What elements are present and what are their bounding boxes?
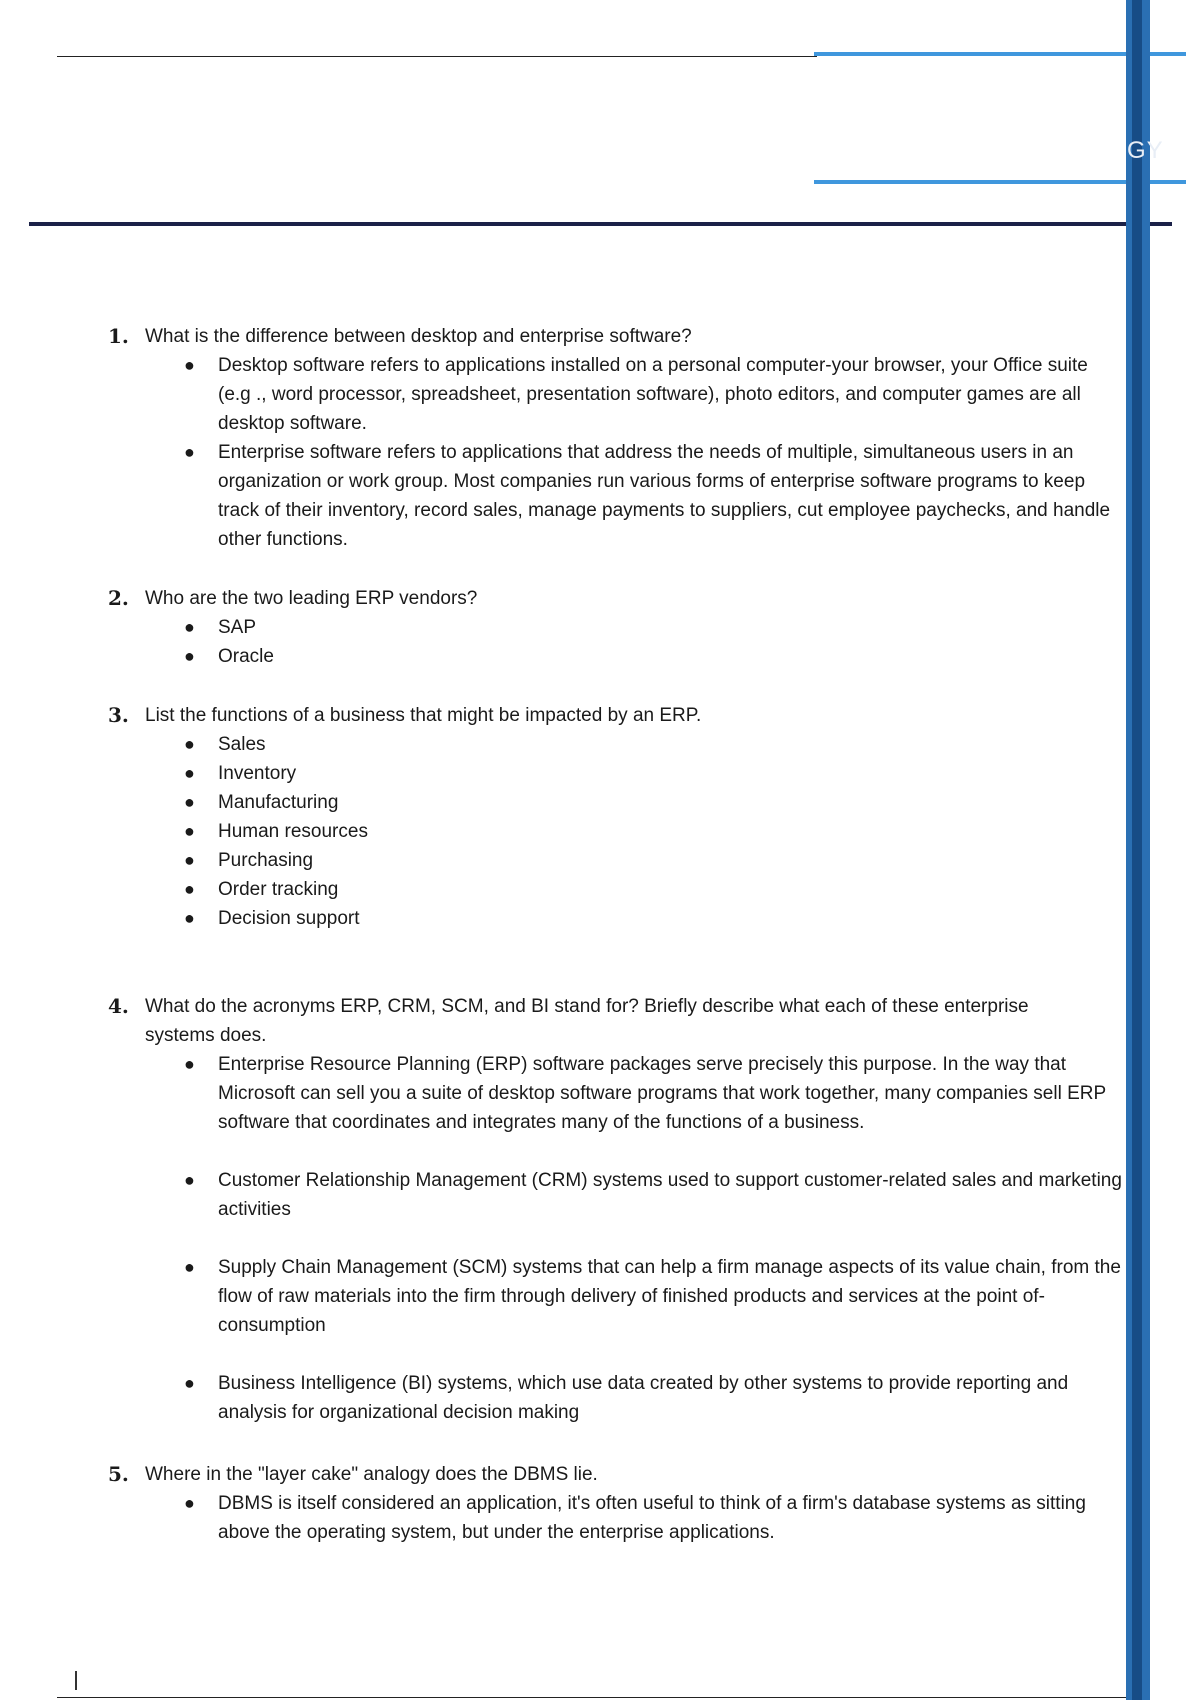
list-item: ● Manufacturing [108,788,1118,817]
question-number: 3. [108,703,129,727]
list-item: ● Supply Chain Management (SCM) systems that can help a firm manage aspects of its value chain, from the flow of raw materials into the firm through delivery of finished products and services at the point of-consumption [108,1253,1123,1340]
list-item: ● Desktop software refers to applications installed on a personal computer-your browser, your Office suite (e.g ., word processor, spreadsheet, presentation software), photo editors, and computer games are all desktop software. [108,351,1123,438]
question-text: What do the acronyms ERP, CRM, SCM, and BI stand for? Briefly describe what each of these enterprise systems does. [145,996,1029,1046]
side-bar-text: GY [1127,137,1164,164]
bullet-icon: ● [184,908,195,928]
bullet-icon: ● [184,821,195,841]
list-item: ● Purchasing [108,846,1118,875]
bullet-icon: ● [184,792,195,812]
answer-list-4 [108,1050,1123,1427]
list-item: ● Enterprise Resource Planning (ERP) software packages serve precisely this purpose. In the way that Microsoft can sell you a suite of desktop software programs that work together, many companies sell ERP software that coordinates and integrates many of the functions of a business. [108,1050,1123,1137]
list-item: ● Sales [108,730,1118,759]
question-number: 2. [108,586,129,610]
side-bar-inner [1132,0,1142,1700]
list-item: ● Enterprise software refers to applications that address the needs of multiple, simultaneous users in an organization or work group. Most companies run various forms of enterprise software programs to keep track of their inventory, record sales, manage payments to suppliers, cut employee paychecks, and handle other functions. [108,438,1123,554]
answer-list-1 [108,351,1123,554]
list-item: ● Customer Relationship Management (CRM) systems used to support customer-related sales and marketing activities [108,1166,1123,1224]
list-item: ● Decision support [108,904,1118,933]
list-item: ● Inventory [108,759,1118,788]
bullet-icon: ● [184,442,195,462]
list-item: ● Order tracking [108,875,1118,904]
question-1 [108,322,1118,351]
text-cursor [75,1671,77,1690]
question-number: 1. [108,324,129,348]
answer-list-5 [108,1489,1118,1547]
question-3 [108,701,1118,730]
bullet-icon: ● [184,763,195,783]
bullet-icon: ● [184,1170,195,1190]
list-item: ● Oracle [108,642,1118,671]
list-item: ● Business Intelligence (BI) systems, which use data created by other systems to provide reporting and analysis for organizational decision making [108,1369,1123,1427]
question-number: 4. [108,994,129,1018]
list-item: ● Human resources [108,817,1118,846]
question-5 [108,1460,1118,1489]
answer-list-3 [108,730,1118,933]
bullet-icon: ● [184,1054,195,1074]
footer-rule [57,1697,1126,1698]
bullet-icon: ● [184,1373,195,1393]
question-number: 5. [108,1462,129,1486]
header-top-rule [57,56,817,57]
header-divider [29,222,1172,226]
question-text: What is the difference between desktop and enterprise software? [145,326,692,347]
answer-list-2 [108,613,1118,671]
bullet-icon: ● [184,617,195,637]
question-4 [108,992,1098,1050]
bullet-icon: ● [184,1493,195,1513]
bullet-icon: ● [184,1257,195,1277]
list-item: ● DBMS is itself considered an application, it's often useful to think of a firm's database systems as sitting above the operating system, but under the enterprise applications. [108,1489,1118,1547]
question-text: Where in the "layer cake" analogy does the DBMS lie. [145,1464,598,1485]
bullet-icon: ● [184,879,195,899]
question-2 [108,584,1118,613]
question-text: Who are the two leading ERP vendors? [145,588,478,609]
question-text: List the functions of a business that might be impacted by an ERP. [145,705,702,726]
bullet-icon: ● [184,355,195,375]
bullet-icon: ● [184,850,195,870]
bullet-icon: ● [184,734,195,754]
list-item: ● SAP [108,613,1118,642]
bullet-icon: ● [184,646,195,666]
